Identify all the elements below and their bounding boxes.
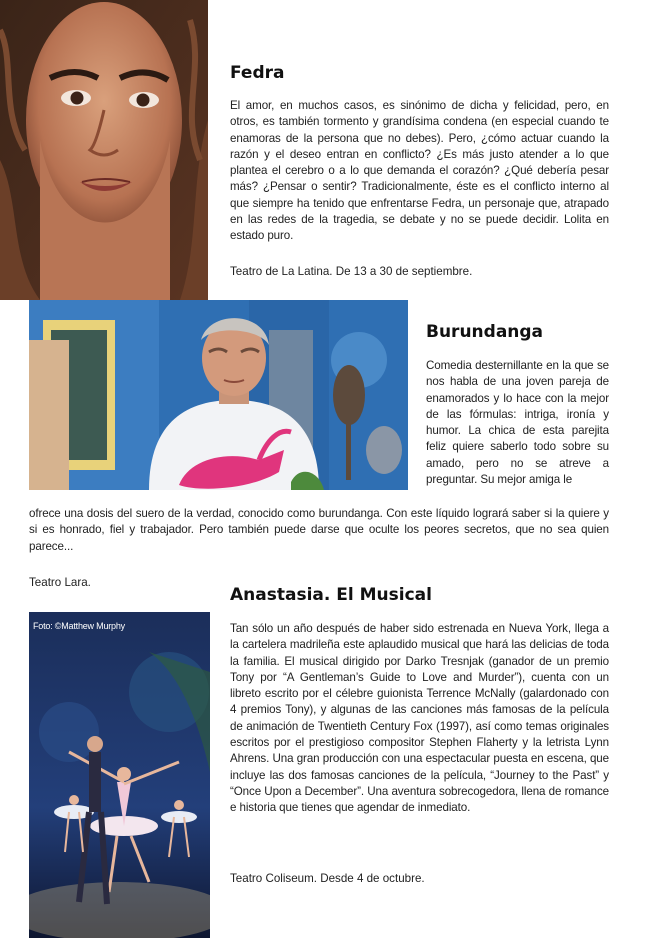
burundanga-body-side: Comedia desternillante en la que se nos habla de una joven pareja de enamorados y lo hace con la mejor de las fórmulas: intriga, ironía y humor. La chica de esta parejita feliz quiere saberlo todo sobre su amado, pero no se atreve a preguntar. Su mejor amiga le bbox=[426, 359, 609, 487]
fedra-title: Fedra bbox=[230, 63, 285, 83]
burundanga-photo bbox=[29, 300, 408, 490]
fedra-venue: Teatro de La Latina. De 13 a 30 de septiembre. bbox=[230, 265, 473, 278]
anastasia-photo bbox=[29, 612, 210, 938]
anastasia-body: Tan sólo un año después de haber sido estrenada en Nueva York, llega a la cartelera madrileña este aplaudido musical que hará las delicias de toda la familia. El musical dirigido por Darko Tresnjak (ganador de un premio Tony por “A Gentleman’s Guide to Love and Murder”), cuenta con un libreto escrito por el célebre guionista Terrence McNally (galardonado con 4 premios Tony), y algunas de las canciones más famosas de la película de animación de Twentieth Century Fox (1997), así como temas originales escritos por el prestigioso compositor Stephen Flaherty y la letrista Lynn Ahrens. Una gran producción con una espectacular puesta en escena, que incluye las dos famosas canciones de la película, “Journey to the Past” y “Once Upon a December”. Una aventura sobrecogedora, llena de romance e historia que tienes que agendar de inmediato. bbox=[230, 622, 609, 815]
anastasia-title: Anastasia. El Musical bbox=[230, 585, 432, 605]
fedra-body: El amor, en muchos casos, es sinónimo de dicha y felicidad, pero, en otros, es también tormento y grandísima condena (en especial cuando te enamoras de la persona que no debes). Pero, ¿cómo actuar cuando la razón y el deseo entran en conflicto? ¿Es más justo atender a lo que plantea el cerebro o a lo que demanda el corazón? ¿Qué debería pesar más? ¿Pensar o sentir? Tradicionalmente, éste es el conflicto interno al que siempre ha tenido que enfrentarse Fedra, un personaje que, atrapado en las redes de la tragedia, se debate y no se puede decidir. Lolita en estado puro. bbox=[230, 99, 609, 243]
burundanga-body-full: ofrece una dosis del suero de la verdad, conocido como burundanga. Con este líquido logrará saber si la quiere y si es honrado, fiel y trabajador. Pero también puede darse que oculte los peores secretos, que no sea quien parece... bbox=[29, 507, 609, 553]
burundanga-venue: Teatro Lara. bbox=[29, 576, 91, 589]
photo-credit: Foto: ©Matthew Murphy bbox=[33, 621, 125, 631]
anastasia-venue: Teatro Coliseum. Desde 4 de octubre. bbox=[230, 872, 425, 885]
fedra-photo bbox=[0, 0, 208, 300]
burundanga-title: Burundanga bbox=[426, 322, 544, 342]
